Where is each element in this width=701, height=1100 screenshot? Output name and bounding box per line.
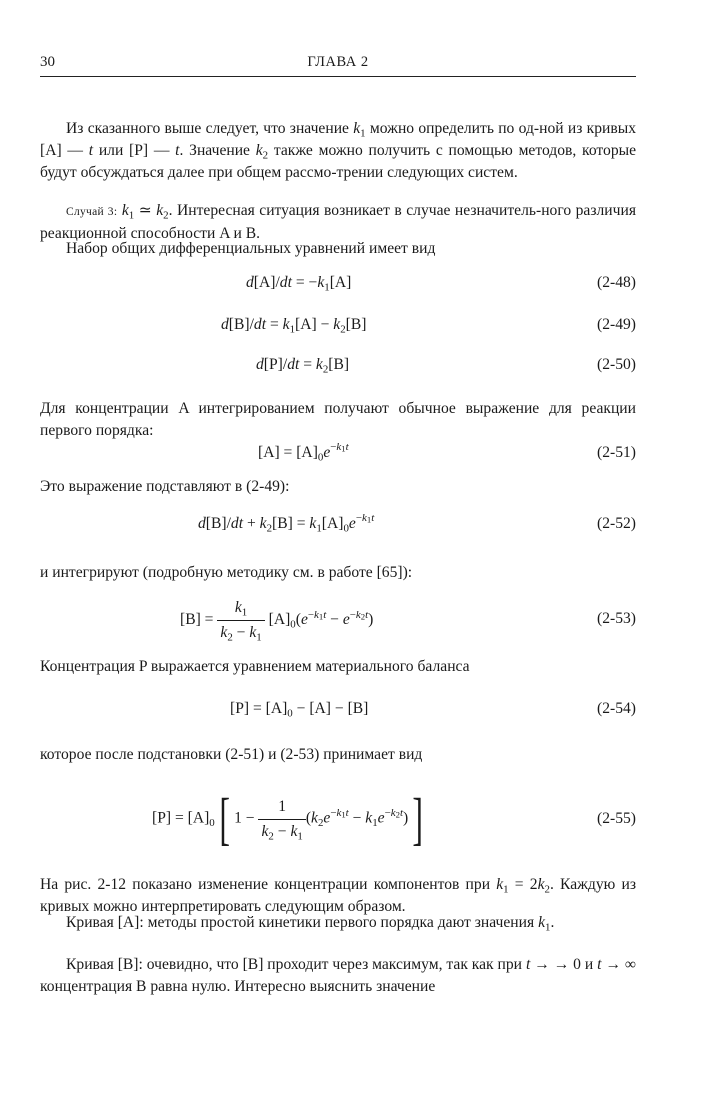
paragraph-5: Это выражение подставляют в (2-49): [40, 478, 290, 495]
equation-number: (2-53) [597, 610, 636, 627]
equation-number: (2-50) [597, 356, 636, 373]
equation-number: (2-51) [597, 444, 636, 461]
paragraph-10: Кривая [A]: методы простой кинетики первого порядка дают значения $k_1$. [66, 914, 555, 934]
equation-number: (2-52) [597, 515, 636, 532]
paragraph-case-3: Случай 3: $k_1$ ≃ $k_2$. Интересная ситуация возникает в случае незначитель-ного различия реакционной способности A и B. [40, 202, 636, 242]
page-header [40, 54, 636, 77]
paragraph-6: и интегрируют (подробную методику см. в работе [65]): [40, 564, 413, 581]
paragraph-4: Для концентрации A интегрированием получают обычное выражение для реакции первого порядка: [40, 400, 636, 439]
page-number: 30 [40, 54, 55, 70]
equation-number: (2-55) [597, 810, 636, 827]
paragraph-11: Кривая [B]: очевидно, что [B] проходит через максимум, так как при t → → 0 и t → ∞ концентрация B равна нулю. Интересно выяснить значение [40, 956, 636, 995]
paragraph-7: Концентрация P выражается уравнением материального баланса [40, 658, 470, 675]
paragraph-9: На рис. 2-12 показано изменение концентрации компонентов при $k_1 = 2k_2$. Каждую из кривых можно интерпретировать следующим образом. [40, 876, 636, 915]
equation-number: (2-54) [597, 700, 636, 717]
chapter-title: ГЛАВА 2 [307, 54, 369, 70]
equation-number: (2-48) [597, 274, 636, 291]
paragraph-8: которое после подстановки (2-51) и (2-53) принимает вид [40, 746, 423, 763]
equation-2-53: [B] = $\frac{k_1}{k_2 - k_1}$ $[A]_0(e^{-k_1t} - e^{-k_2t})$ (2-53) [40, 596, 636, 646]
equation-number: (2-49) [597, 316, 636, 333]
case-label: Случай 3: [66, 206, 118, 218]
equation-2-55: $[P] = [A]_0$[ 1 − $\frac{1}{k_2 - k_1}$ $(k_2e^{-k_1t} - k_1e^{-k_2t})$] (2-55) [152, 786, 636, 851]
paragraph-3: Набор общих дифференциальных уравнений имеет вид [66, 240, 436, 257]
book-page: 30 ГЛАВА 2 Из сказанного выше следует, что значение $k_1$ можно определить по од-ной из кривых [A] — t или [P] — t. Значение $k_2$ также можно получить с помощью методов, которые будут обсуждаться далее при общем рассмо-трении следующих систем. Случай 3: $k_1$ ≃ $k_2$. Интересная ситуация возникает в случае незначитель-ного различия реакционной способности A и B. Набор общих дифференциальных уравнений имеет вид $d[A]/dt = -k_1[A]$ (2-48) $d[B]/dt = k_1[A] - k_2[B]$ (2-49) $d[P]/dt = k_2[B]$ (2-50) Для концентрации A интегрированием получают обычное выражение для реакции первого порядка: $[A] = [A]_0e^{-k_1t}$ (2-51) Это выражение подставляют в (2-49): $d[B]/dt + k_2[B] = k_1[A]_0e^{-k_1t}$ (2-52) и интегрируют (подробную методику см. в работе [65]): [B] = $\frac{k_1}{k_2 - k_1}$ $[A]_0(e^{-k_1t} - e^{-k_2t})$ (2-53) Концентрация P выражается уравнением материального баланса $[P] = [A]_0 - [A] - [B]$ (2-54) которое после подстановки (2-51) и (2-53) принимает вид $[P] = [A]_0$[ 1 − $\frac{1}{k_2 - k_1}$ $(k_2e^{-k_1t} - k_1e^{-k_2t})$] (2-55) На рис. 2-12 показано изменение концентрации компонентов при $k_1 = 2k_2$. Каждую из кривых можно интерпретировать следующим образом. Кривая [A]: методы простой кинетики первого порядка дают значения $k_1$. Кривая [B]: очевидно, что [B] проходит через максимум, так как при t → → 0 и t → ∞ концентрация B равна нулю. Интересно выяснить значение [0, 0, 701, 1100]
paragraph-1: Из сказанного выше следует, что значение $k_1$ можно определить по од-ной из кривых [A] — t или [P] — t. Значение $k_2$ также можно получить с помощью методов, которые будут обсуждаться далее при общем рассмо-трении следующих систем. [40, 120, 637, 181]
